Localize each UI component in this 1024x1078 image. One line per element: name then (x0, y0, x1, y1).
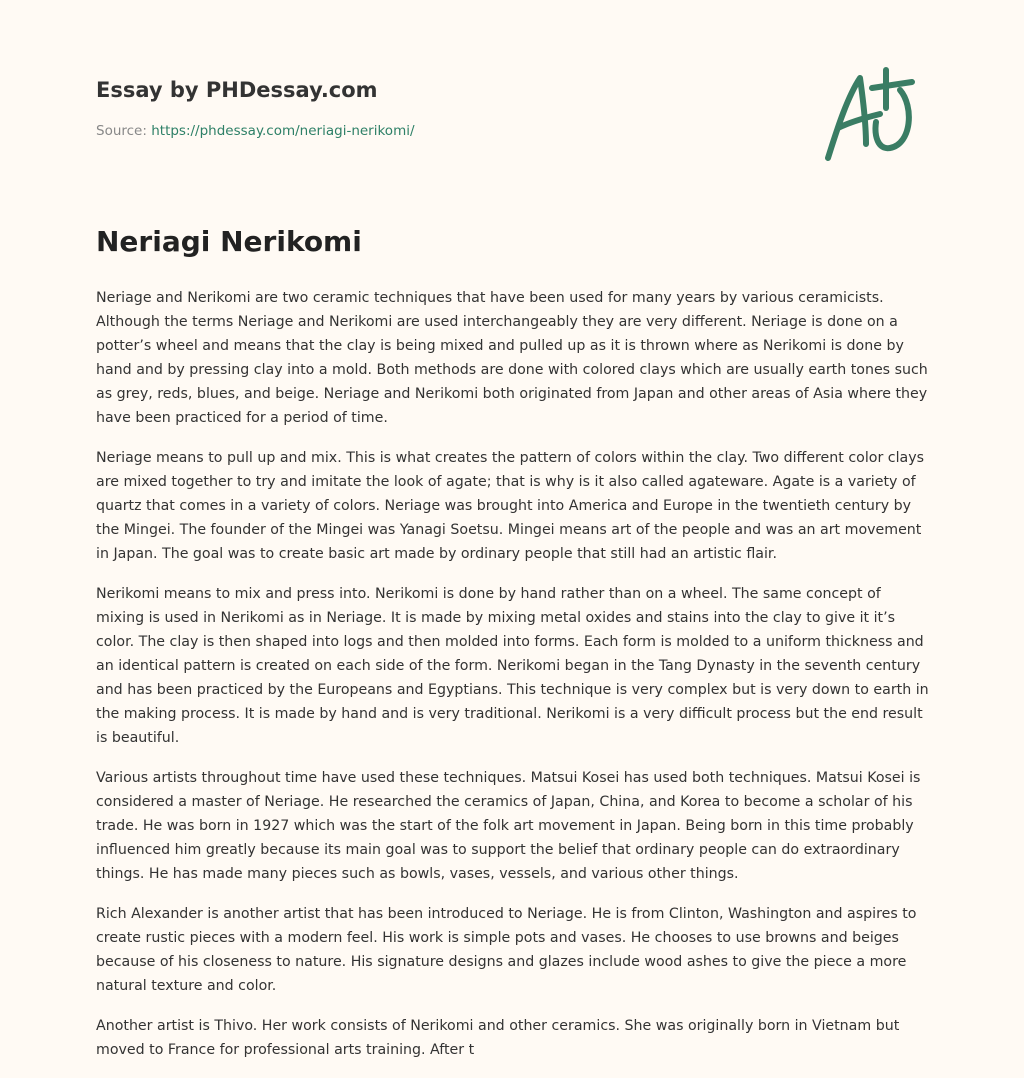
essay-title: Neriagi Nerikomi (96, 225, 362, 258)
paragraph: Neriage and Nerikomi are two ceramic techniques that have been used for many years by various ceramicists. Although the terms Neriage and Nerikomi are used interchangeably they are very different. Neriage is done on a potter’s wheel and means that the clay is being mixed and pulled up as it is thrown where as Nerikomi is done by hand and by pressing clay into a mold. Both methods are done with colored clays which are usually earth tones such as grey, reds, blues, and beige. Neriage and Nerikomi both originated from Japan and other areas of Asia where they have been practiced for a period of time. (96, 290, 928, 426)
a-plus-logo-icon (820, 66, 930, 166)
paragraph: Various artists throughout time have used these techniques. Matsui Kosei has used both techniques. Matsui Kosei is considered a master of Neriage. He researched the ceramics of Japan, China, and Korea to become a scholar of his trade. He was born in 1927 which was the start of the folk art movement in Japan. Being born in this time probably influenced him greatly because its main goal was to support the belief that ordinary people can do extraordinary things. He has made many pieces such as bowls, vases, vessels, and various other things. (96, 770, 921, 882)
source-link[interactable]: https://phdessay.com/neriagi-nerikomi/ (151, 123, 415, 139)
paragraph: Another artist is Thivo. Her work consists of Nerikomi and other ceramics. She was originally born in Vietnam but moved to France for professional arts training. After t (96, 1018, 900, 1058)
source-label: Source: (96, 123, 152, 139)
paragraph: Rich Alexander is another artist that has been introduced to Neriage. He is from Clinton, Washington and aspires to create rustic pieces with a modern feel. His work is simple pots and vases. He chooses to use browns and beiges because of his closeness to nature. His signature designs and glazes include wood ashes to give the piece a more natural texture and color. (96, 906, 917, 994)
essay-body (96, 222, 930, 1078)
paragraph: Neriage means to pull up and mix. This is what creates the pattern of colors within the clay. Two different color clays are mixed together to try and imitate the look of agate; that is why is it also called agateware. Agate is a variety of quartz that comes in a variety of colors. Neriage was brought into America and Europe in the twentieth century by the Mingei. The founder of the Mingei was Yanagi Soetsu. Mingei means art of the people and was an art movement in Japan. The goal was to create basic art made by ordinary people that still had an artistic flair. (96, 450, 925, 562)
essay-header (96, 76, 928, 140)
site-title: Essay by PHDessay.com (96, 78, 378, 102)
source-line (96, 122, 928, 140)
paragraph: Nerikomi means to mix and press into. Nerikomi is done by hand rather than on a wheel. The same concept of mixing is used in Nerikomi as in Neriage. It is made by mixing metal oxides and stains into the clay to give it it’s color. The clay is then shaped into logs and then molded into forms. Each form is molded to a uniform thickness and an identical pattern is created on each side of the form. Nerikomi began in the Tang Dynasty in the seventh century and has been practiced by the Europeans and Egyptians. This technique is very complex but is very down to earth in the making process. It is made by hand and is very traditional. Nerikomi is a very difficult process but the end result is beautiful. (96, 586, 929, 746)
